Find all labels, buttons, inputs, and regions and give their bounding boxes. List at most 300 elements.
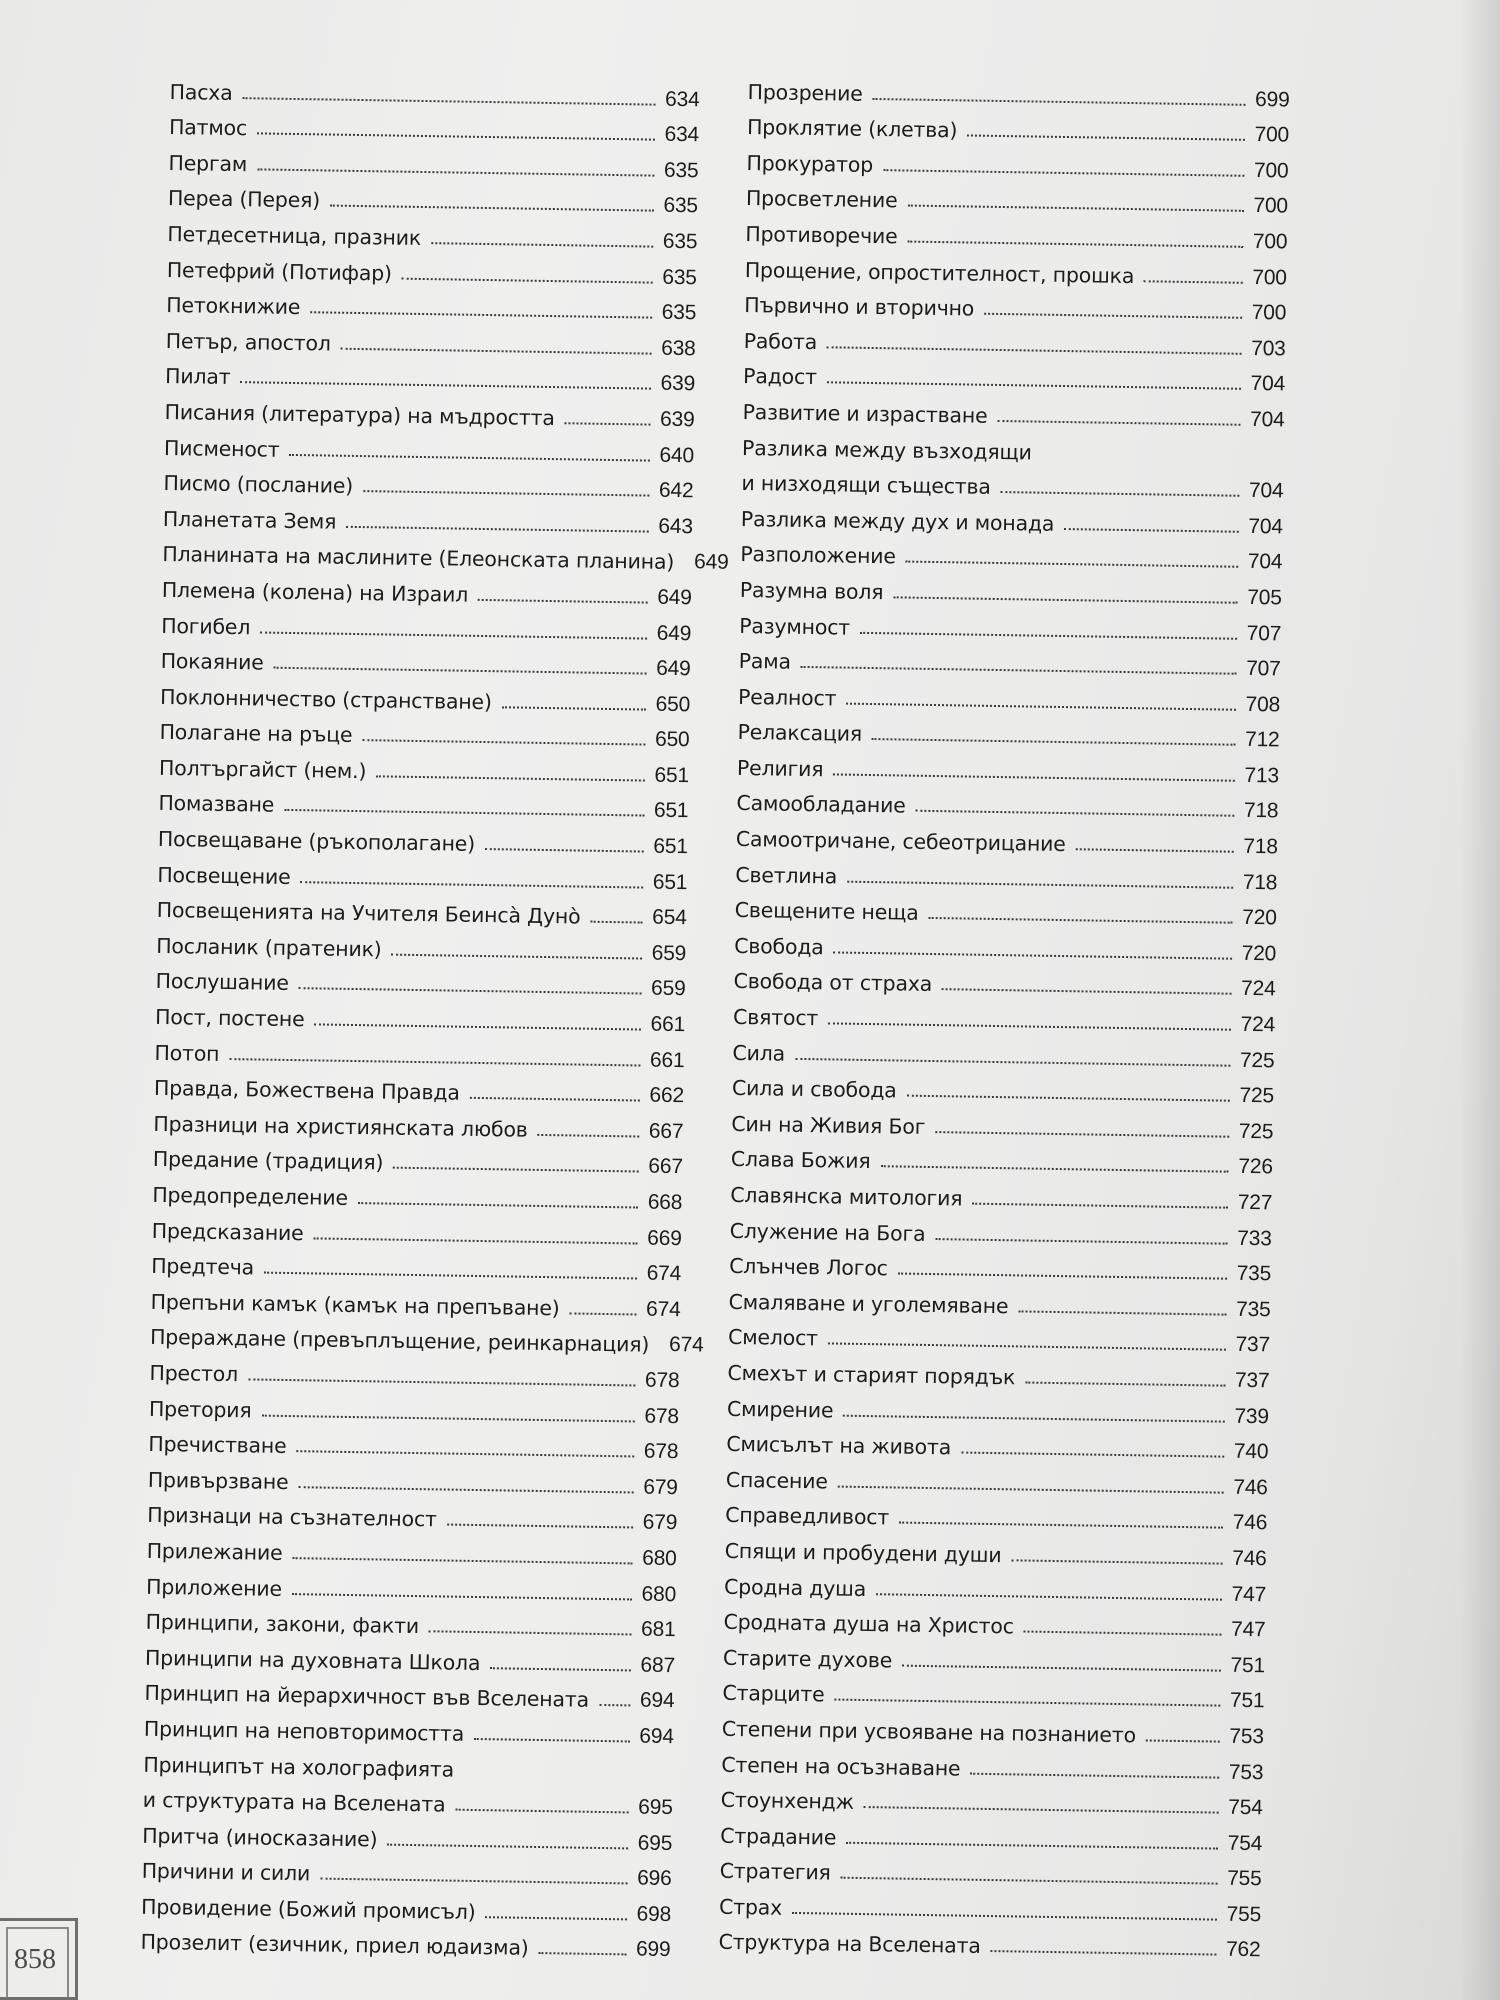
index-page-number: 651	[653, 834, 689, 859]
index-page-number: 695	[638, 1795, 673, 1820]
dot-leader	[289, 453, 649, 461]
dot-leader	[490, 1667, 630, 1671]
dot-leader	[795, 1057, 1230, 1066]
dot-leader	[296, 1450, 633, 1457]
index-page-number: 651	[653, 799, 689, 823]
index-term: Смаляване и уголемяване	[728, 1289, 1009, 1319]
dot-leader	[478, 599, 647, 604]
index-term: Предание (традиция)	[152, 1147, 384, 1175]
dot-leader	[260, 631, 647, 639]
dot-leader	[942, 989, 1231, 996]
index-page-number: 737	[1234, 1368, 1270, 1393]
index-column-left	[140, 68, 729, 1963]
dot-leader	[474, 1738, 629, 1742]
dot-leader	[846, 1841, 1217, 1849]
index-term: Страдание	[720, 1823, 837, 1850]
dot-leader	[967, 135, 1244, 141]
index-column-right	[718, 68, 1290, 1963]
index-page-number: 704	[1248, 479, 1284, 503]
index-term: Славянска митология	[730, 1182, 963, 1211]
index-page-number: 668	[647, 1190, 683, 1215]
index-term: Противоречие	[745, 221, 898, 249]
dot-leader	[362, 739, 645, 745]
dot-leader	[907, 1095, 1230, 1102]
index-term: Прозрение	[747, 79, 863, 106]
index-page-number: 754	[1228, 1795, 1263, 1820]
dot-leader	[860, 631, 1237, 639]
index-page-number: 735	[1236, 1262, 1272, 1286]
index-term: Слава Божия	[730, 1147, 871, 1174]
index-page-number: 718	[1243, 799, 1279, 823]
index-page-number: 708	[1245, 692, 1281, 717]
index-term: Смирение	[726, 1396, 834, 1423]
index-term: Смехът и старият порядък	[727, 1360, 1016, 1390]
index-page-number: 635	[661, 300, 697, 325]
index-page-number: 704	[1247, 550, 1283, 574]
index-page-number: 704	[1250, 372, 1286, 396]
dot-leader	[827, 346, 1241, 355]
dot-leader	[257, 133, 655, 141]
dot-leader	[391, 953, 641, 959]
dot-leader	[274, 667, 647, 675]
dot-leader	[991, 1951, 1216, 1957]
dot-leader	[310, 311, 652, 318]
index-term: Разлика между дух и монада	[740, 506, 1055, 536]
dot-leader	[1076, 848, 1234, 852]
index-term: Посвещенията на Учителя Беинсà Дуно̀	[156, 898, 581, 929]
dot-leader	[899, 1522, 1223, 1529]
index-term: Структура на Вселената	[718, 1930, 981, 1959]
index-page-number: 755	[1226, 1902, 1262, 1927]
dot-leader	[346, 526, 648, 533]
index-term: Служение на Бога	[729, 1218, 926, 1246]
dot-leader	[257, 168, 654, 176]
index-page-number: 698	[636, 1902, 672, 1926]
index-term: Пилат	[164, 364, 231, 390]
dot-leader	[846, 702, 1235, 710]
index-term: Святост	[732, 1004, 819, 1031]
index-page-number: 679	[643, 1475, 678, 1499]
index-page-number: 755	[1226, 1867, 1262, 1891]
index-page-number: 724	[1240, 1012, 1276, 1037]
dot-leader	[828, 1343, 1226, 1351]
index-page-number: 704	[1248, 514, 1284, 539]
index-page-number: 718	[1243, 834, 1279, 859]
index-term: Прокуратор	[746, 150, 874, 177]
index-term: Посвещение	[157, 862, 291, 889]
dot-leader	[240, 381, 650, 389]
dot-leader	[883, 169, 1244, 177]
dot-leader	[470, 1097, 640, 1102]
index-page-number: 687	[640, 1653, 676, 1677]
dot-leader	[873, 98, 1245, 106]
dot-leader	[292, 1593, 632, 1600]
index-term: Степен на осъзнаване	[721, 1752, 961, 1781]
dot-leader	[300, 881, 642, 888]
index-term: Празници на християнската любов	[153, 1111, 528, 1142]
index-term: Светлина	[735, 862, 838, 889]
index-term: Разлика между възходящи	[741, 435, 1032, 465]
dot-leader	[358, 1202, 638, 1208]
index-term: Полтъргайст (нем.)	[158, 755, 367, 784]
index-term: Слънчев Логос	[728, 1254, 888, 1281]
index-term: Проклятие (клетва)	[746, 115, 958, 143]
dot-leader	[841, 1877, 1218, 1885]
index-term: Предсказание	[151, 1218, 304, 1245]
index-page-number: 746	[1232, 1546, 1267, 1571]
index-term: Пасха	[169, 79, 233, 105]
index-term: Привързване	[147, 1467, 289, 1494]
index-page-number: 635	[662, 265, 697, 289]
dot-leader	[916, 810, 1234, 817]
index-term: Провидение (Божий промисъл)	[140, 1894, 476, 1924]
index-page-number: 679	[642, 1510, 678, 1535]
dot-leader	[292, 1557, 632, 1564]
dot-leader	[447, 1524, 633, 1529]
index-term: Патмос	[168, 115, 248, 141]
index-term: Религия	[736, 755, 824, 782]
index-page-number: 699	[1254, 87, 1290, 112]
index-term: Стоунхендж	[720, 1787, 855, 1814]
index-term: Син на Живия Бог	[731, 1111, 926, 1139]
index-term: Принципи на духовната Школа	[144, 1645, 481, 1675]
index-page-number: 650	[654, 727, 690, 752]
dot-leader	[299, 988, 641, 995]
index-page-number: 725	[1239, 1084, 1275, 1108]
index-term: Разумност	[739, 613, 851, 640]
index-page-number: 724	[1240, 977, 1276, 1001]
index-page-number: 635	[662, 229, 698, 254]
dot-leader	[314, 1023, 640, 1030]
index-page-number: 651	[652, 870, 688, 894]
index-term: Просветление	[745, 186, 898, 213]
index-page-number: 703	[1251, 336, 1286, 361]
index-page-number: 640	[659, 443, 695, 467]
index-term: Послушание	[155, 969, 289, 996]
index-page-number: 649	[693, 550, 729, 575]
index-term: Посвещаване (ръкополагане)	[157, 826, 476, 856]
dot-leader	[833, 773, 1234, 781]
index-page-number: 700	[1252, 265, 1287, 290]
dot-leader	[429, 1630, 631, 1635]
index-page-number: 678	[644, 1404, 680, 1428]
index-term: Релаксация	[737, 720, 863, 747]
index-page-number: 680	[642, 1546, 677, 1571]
index-term: Спящи и пробудени души	[724, 1538, 1002, 1568]
index-page-number: 662	[649, 1083, 685, 1108]
index-page-number: 754	[1227, 1831, 1263, 1855]
dot-leader	[431, 242, 653, 247]
index-term: Смисълът на живота	[726, 1431, 952, 1460]
index-term: Първично и вторично	[744, 293, 975, 321]
index-page-number: 740	[1233, 1439, 1269, 1464]
dot-leader	[502, 706, 646, 710]
dot-leader	[284, 809, 644, 817]
dot-leader	[928, 917, 1232, 924]
dot-leader	[565, 422, 650, 425]
index-term: Потоп	[154, 1040, 220, 1066]
index-page-number: 718	[1242, 870, 1278, 895]
index-page-number: 667	[648, 1155, 683, 1179]
index-term: Приложение	[145, 1574, 283, 1601]
dot-leader	[298, 1486, 633, 1493]
page-number: 858	[14, 1944, 56, 1975]
dot-leader	[876, 1593, 1222, 1600]
index-term: Самообладание	[736, 791, 906, 819]
dot-leader	[538, 1952, 625, 1955]
index-term: Свещените неща	[734, 898, 919, 926]
dot-leader	[834, 951, 1232, 959]
index-page-number: 659	[651, 941, 687, 966]
index-page-number: 681	[640, 1617, 676, 1642]
index-term: Работа	[743, 328, 818, 354]
index-term: Рама	[738, 649, 792, 674]
index-page-number: 700	[1254, 123, 1290, 147]
index-term: Смелост	[727, 1325, 819, 1351]
index-page-number: 642	[658, 478, 694, 503]
index-page-number: 635	[663, 194, 699, 218]
index-term: Старците	[722, 1681, 825, 1707]
index-page-number: 751	[1229, 1689, 1265, 1713]
index-term: Препъни камък (камък на препъване)	[150, 1289, 560, 1321]
index-term: Притча (иносказание)	[142, 1823, 378, 1852]
dot-leader	[538, 1134, 639, 1138]
index-page-number: 720	[1241, 941, 1277, 966]
dot-leader	[827, 382, 1241, 391]
index-term: Принцип на неповторимостта	[143, 1716, 465, 1746]
dot-leader	[828, 1022, 1230, 1030]
dot-leader	[864, 1806, 1218, 1814]
index-term: Причини и сили	[141, 1859, 311, 1886]
dot-leader	[599, 1704, 630, 1706]
dot-leader	[387, 1843, 627, 1849]
index-page-number: 678	[644, 1368, 680, 1393]
dot-leader	[984, 313, 1242, 319]
index-entry	[718, 1919, 1260, 1963]
index-page-number: 643	[658, 514, 694, 538]
dot-leader	[264, 1272, 637, 1280]
dot-leader	[455, 1809, 628, 1814]
dot-leader	[792, 1912, 1217, 1921]
index-term: Писмо (послание)	[163, 471, 354, 499]
index-page-number: 635	[663, 158, 699, 183]
index-page-number: 649	[657, 585, 692, 610]
index-page-number: 700	[1253, 194, 1289, 218]
index-term: Прощение, опростителност, прошка	[744, 257, 1135, 288]
index-term: Радост	[742, 364, 817, 390]
index-page-number: 639	[660, 372, 696, 396]
dot-leader	[902, 1664, 1220, 1671]
index-page-number: 746	[1233, 1475, 1268, 1500]
dot-leader	[935, 1238, 1227, 1245]
index-term: Страх	[718, 1894, 783, 1920]
index-page-number: 700	[1251, 301, 1287, 325]
dot-leader	[242, 97, 655, 105]
index-term: Племена (колена) на Израил	[161, 577, 469, 607]
dot-leader	[363, 490, 649, 496]
dot-leader	[893, 596, 1237, 603]
index-page-number: 639	[659, 407, 695, 432]
index-term: Писменост	[163, 435, 280, 462]
page-edge-shadow	[1460, 0, 1500, 2000]
index-entry	[140, 1919, 670, 1963]
dot-leader	[229, 1058, 640, 1066]
dot-leader	[341, 347, 651, 354]
index-term: Спасение	[725, 1467, 828, 1494]
index-page-number: 747	[1230, 1617, 1266, 1642]
index-page-number: 654	[652, 905, 687, 930]
index-term: Сродна душа	[723, 1574, 867, 1601]
index-term: Посланик (пратеник)	[156, 933, 382, 962]
index-page-number: 678	[643, 1439, 679, 1464]
index-term: Предтеча	[150, 1254, 255, 1280]
index-term: Претория	[148, 1396, 252, 1423]
index-term: Стратегия	[719, 1859, 831, 1885]
dot-leader	[485, 848, 643, 852]
index-term: Степени при усвояване на познанието	[721, 1716, 1137, 1748]
dot-leader	[1144, 280, 1242, 284]
index-page-number: 733	[1237, 1226, 1272, 1250]
index-term: Сила	[732, 1040, 786, 1066]
index-page-number: 751	[1230, 1653, 1266, 1678]
index-page-number: 674	[645, 1297, 681, 1321]
index-page-number: 713	[1244, 763, 1280, 788]
index-term: Пречистване	[148, 1431, 287, 1459]
dot-leader	[997, 420, 1240, 426]
index-page-number: 726	[1238, 1155, 1273, 1179]
index-term: Разумна воля	[739, 577, 884, 605]
dot-leader	[376, 775, 644, 781]
index-term: Свобода от страха	[733, 969, 933, 997]
index-term: Реалност	[737, 684, 837, 711]
index-term: Прозелит (езичник, приел юдаизма)	[140, 1930, 529, 1961]
index-page-number: 727	[1237, 1190, 1273, 1215]
dot-leader	[1146, 1739, 1220, 1742]
index-page-number: 696	[636, 1866, 672, 1891]
index-page-number: 707	[1246, 621, 1282, 645]
index-term: Писания (литература) на мъдростта	[164, 399, 555, 431]
index-page-number: 735	[1235, 1297, 1271, 1322]
dot-leader	[1064, 528, 1238, 533]
index-page-number: 737	[1235, 1333, 1271, 1357]
index-term: Петдесетница, празник	[167, 221, 422, 250]
index-term: Планината на маслините (Елеонската планина)	[162, 542, 675, 575]
index-term: Правда, Божествена Правда	[153, 1076, 460, 1105]
index-term: Поклонничество (странстване)	[159, 684, 492, 714]
index-page-number: 649	[655, 656, 691, 681]
index-page-number: 739	[1234, 1404, 1270, 1428]
dot-leader	[1011, 1559, 1222, 1564]
dot-leader	[906, 561, 1238, 568]
dot-leader	[590, 921, 642, 924]
index-page-number: 694	[639, 1724, 675, 1749]
index-term: Престол	[149, 1360, 239, 1387]
dot-leader	[847, 880, 1233, 888]
index-page-number: 753	[1229, 1724, 1265, 1749]
index-page-number: 707	[1245, 656, 1281, 681]
index-page-number: 661	[650, 1012, 686, 1037]
index-page-number: 634	[664, 122, 700, 147]
dot-leader	[935, 1131, 1229, 1138]
dot-leader	[1018, 1310, 1226, 1315]
index-page-number: 649	[656, 621, 692, 645]
index-term: Разположение	[740, 542, 896, 569]
index-page-number: 700	[1253, 158, 1289, 183]
index-page-number: 659	[650, 977, 686, 1001]
index-page-number: 753	[1228, 1760, 1264, 1784]
dot-leader	[972, 1203, 1227, 1209]
index-page-number: 651	[654, 763, 690, 788]
index-page-number: 680	[641, 1582, 677, 1606]
index-page-number: 720	[1242, 906, 1277, 930]
dot-leader	[843, 1414, 1224, 1422]
index-term: Принцип на йерархичност във Вселената	[144, 1681, 590, 1713]
dot-leader	[1001, 491, 1239, 497]
index-term: Петър, апостол	[165, 328, 331, 356]
dot-leader	[898, 1273, 1227, 1280]
dot-leader	[970, 1772, 1218, 1778]
index-page-number: 762	[1225, 1938, 1261, 1962]
index-term: Пергам	[168, 150, 248, 177]
index-page-number: 725	[1238, 1119, 1274, 1144]
index-term: Старите духове	[722, 1645, 893, 1673]
index-term: Прераждане (превъплъщение, реинкарнация)	[149, 1325, 650, 1358]
index-term: и структурата на Вселената	[142, 1787, 446, 1817]
index-page-number: 725	[1239, 1048, 1275, 1073]
index-page-number: 638	[661, 336, 696, 361]
index-page-number: 746	[1232, 1511, 1268, 1535]
index-page-number: 674	[668, 1333, 704, 1357]
index-term: Погибел	[161, 613, 251, 639]
index-term: Развитие и израстване	[742, 399, 988, 428]
index-term: Самоотричане, себеотрицание	[735, 826, 1066, 857]
dot-leader	[248, 1378, 635, 1386]
index-term: Сродната душа на Христос	[723, 1609, 1015, 1639]
index-page-number: 634	[664, 87, 700, 111]
index-term: Сила и свобода	[731, 1076, 897, 1103]
index-term: Покаяние	[160, 649, 264, 675]
index-page-number: 747	[1231, 1582, 1267, 1606]
index-term: Петефрий (Потифар)	[166, 257, 393, 286]
dot-leader	[801, 666, 1236, 675]
dot-leader	[961, 1452, 1224, 1458]
index-term: Признаци на съзнателност	[147, 1503, 437, 1532]
dot-leader	[261, 1414, 634, 1422]
dot-leader	[838, 1485, 1224, 1493]
index-page-number: 667	[648, 1119, 684, 1144]
index-page-number: 694	[639, 1688, 675, 1713]
dot-leader	[320, 1878, 627, 1885]
index-page-number: 661	[649, 1048, 685, 1072]
index-term: Свобода	[734, 933, 824, 960]
dot-leader	[569, 1312, 636, 1315]
index-term: Полагане на ръце	[159, 720, 353, 748]
index-term: Петокнижие	[166, 293, 301, 320]
dot-leader	[834, 1699, 1219, 1707]
index-page-number: 674	[646, 1261, 682, 1286]
index-term: и низходящи същества	[741, 471, 991, 499]
index-page-number: 650	[655, 692, 691, 716]
dot-leader	[872, 738, 1235, 746]
dot-leader	[1024, 1631, 1221, 1636]
index-term: Планетата Земя	[162, 506, 337, 534]
dot-leader	[907, 240, 1242, 247]
index-term: Прилежание	[146, 1538, 283, 1565]
index-term: Предопределение	[152, 1182, 349, 1210]
dot-leader	[393, 1167, 638, 1173]
index-term: Переа (Перея)	[167, 186, 321, 213]
index-term: Справедливост	[725, 1503, 890, 1530]
